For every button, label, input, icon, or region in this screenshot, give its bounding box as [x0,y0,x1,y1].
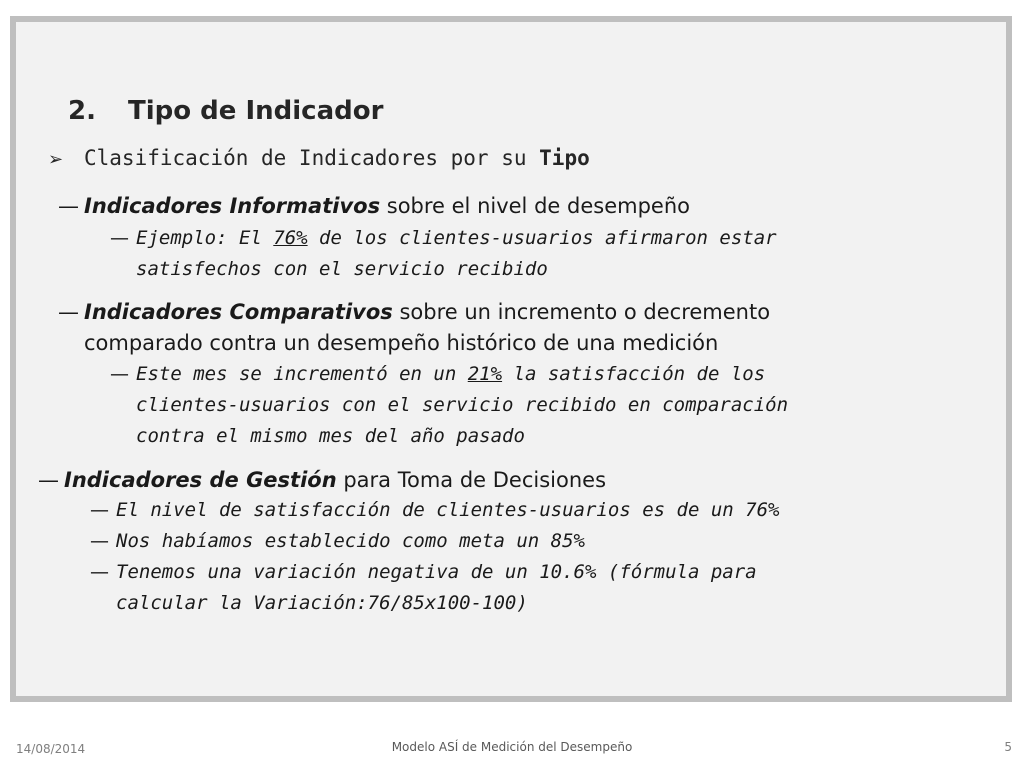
page-number: 5 [1004,740,1012,754]
informativos-heading: Indicadores Informativos [84,194,381,218]
dash-icon: — [90,499,109,521]
slide-title [68,96,383,126]
main-bullet [48,146,590,170]
gestion-subitem-text: Nos habíamos establecido como meta un 85% [116,530,585,552]
informativos-item [58,194,690,218]
dash-icon: — [90,530,109,552]
footer-date: 14/08/2014 [16,742,86,756]
gestion-subitem-text: Tenemos una variación negativa de un 10.6% (fórmula para [116,561,757,583]
dash-icon: — [38,468,59,492]
main-bullet-text: Clasificación de Indicadores por su [84,146,540,170]
informativos-example-b: de los clientes-usuarios afirmaron estar [307,227,777,249]
gestion-item [38,468,606,492]
comparativos-text-cont: comparado contra un desempeño histórico de una medición [84,331,719,355]
gestion-subitem-cont: calcular la Variación:76/85x100-100) [116,592,528,614]
informativos-example-cont: satisfechos con el servicio recibido [136,258,548,280]
slide-frame [10,16,1012,702]
slide-footer [0,724,1024,768]
comparativos-example [110,363,765,385]
slide-content [16,22,1006,696]
title-text: Tipo de Indicador [128,96,384,126]
comparativos-example-cont2: contra el mismo mes del año pasado [136,425,525,447]
comparativos-example-pct: 21% [467,363,503,385]
gestion-text: para Toma de Decisiones [336,468,607,492]
gestion-subitem [90,561,757,583]
main-bullet-emphasis: Tipo [539,146,590,170]
gestion-subitem-text: El nivel de satisfacción de clientes-usuarios es de un 76% [116,499,780,521]
comparativos-text: sobre un incremento o decremento [392,300,771,324]
comparativos-heading: Indicadores Comparativos [84,300,393,324]
informativos-text: sobre el nivel de desempeño [380,194,690,218]
informativos-example-pct: 76% [273,227,308,249]
dash-icon: — [58,300,79,324]
gestion-subitem [90,499,779,521]
informativos-example-a: Ejemplo: El [136,227,274,249]
arrow-bullet-icon: ➢ [48,149,64,170]
gestion-heading: Indicadores de Gestión [64,468,337,492]
comparativos-item [58,300,770,324]
dash-icon: — [110,363,129,385]
comparativos-example-a: Este mes se incrementó en un [136,363,468,385]
comparativos-example-b: la satisfacción de los [502,363,766,385]
informativos-example [110,227,777,249]
dash-icon: — [58,194,79,218]
title-number: 2. [68,96,96,126]
gestion-subitem [90,530,585,552]
dash-icon: — [110,227,129,249]
comparativos-example-cont1: clientes-usuarios con el servicio recibido en comparación [136,394,789,416]
dash-icon: — [90,561,109,583]
footer-title: Modelo ASÍ de Medición del Desempeño [391,740,633,754]
